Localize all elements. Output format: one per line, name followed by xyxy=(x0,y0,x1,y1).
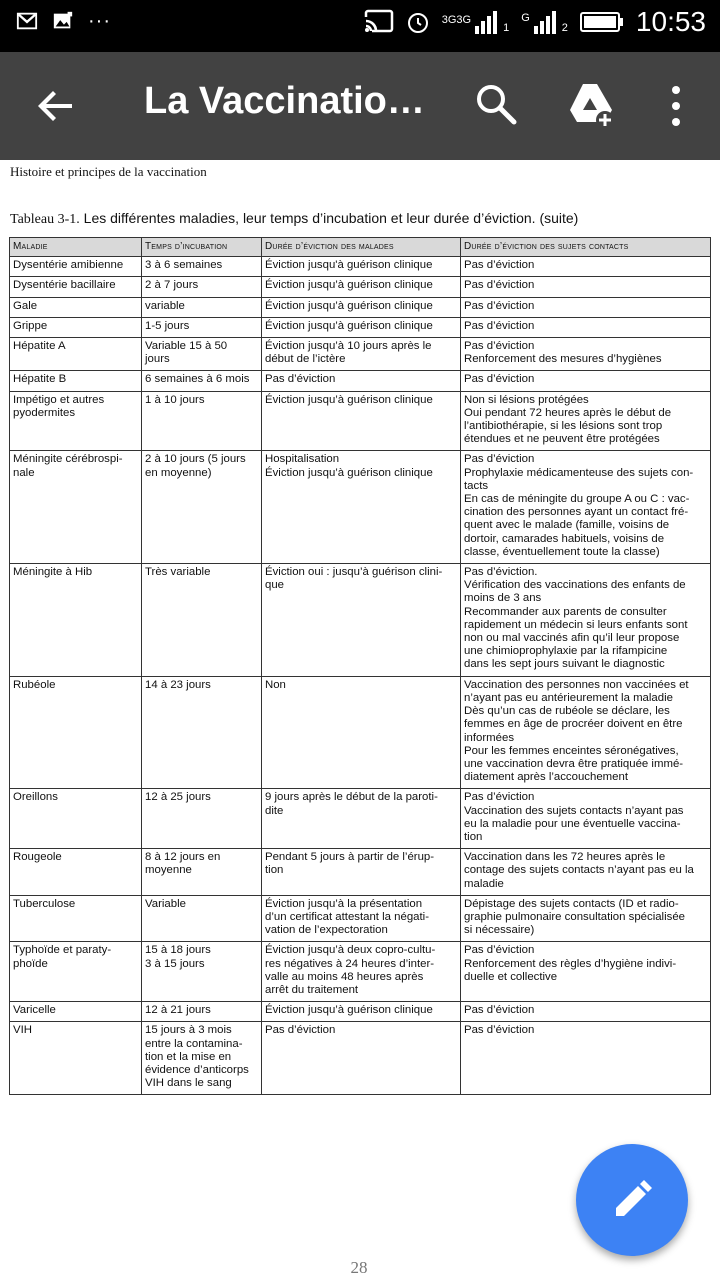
table-caption xyxy=(10,210,578,228)
table-caption-label: Tableau 3-1. xyxy=(10,212,80,227)
table-cell: Varicelle xyxy=(10,1002,142,1022)
table-cell: 1-5 jours xyxy=(142,317,262,337)
table-row xyxy=(10,942,711,1002)
table-header-row xyxy=(10,238,711,257)
table-cell: Vaccination dans les 72 heures après le contage des sujets contacts n’ayant pas eu la maladie xyxy=(461,849,711,896)
signal-group-1 xyxy=(442,10,510,34)
table-cell: Oreillons xyxy=(10,789,142,849)
table-cell: Variable xyxy=(142,895,262,942)
document-page[interactable] xyxy=(0,160,720,1280)
table-cell: Gale xyxy=(10,297,142,317)
table-cell: Non xyxy=(262,676,461,789)
table-row xyxy=(10,277,711,297)
table-cell: 15 jours à 3 mois entre la contamina- tion et la mise en évidence d’anticorps VIH dans le sang xyxy=(142,1022,262,1095)
table-row xyxy=(10,849,711,896)
sim2-label: 2 xyxy=(561,22,568,34)
table-cell: Éviction jusqu’à guérison clinique xyxy=(262,391,461,451)
table-cell: Pendant 5 jours à partir de l’érup- tion xyxy=(262,849,461,896)
page-number: 28 xyxy=(350,1258,368,1277)
table-cell: Méningite à Hib xyxy=(10,564,142,677)
table-row xyxy=(10,297,711,317)
network-g-label: G xyxy=(521,12,530,24)
table-cell: Pas d’éviction xyxy=(461,1002,711,1022)
table-row xyxy=(10,257,711,277)
table-cell: 1 à 10 jours xyxy=(142,391,262,451)
table-cell: 2 à 10 jours (5 jours en moyenne) xyxy=(142,451,262,564)
table-cell: Grippe xyxy=(10,317,142,337)
table-row xyxy=(10,895,711,942)
running-header: Histoire et principes de la vaccination xyxy=(10,164,207,179)
table-cell: Rubéole xyxy=(10,676,142,789)
status-bar xyxy=(0,0,720,52)
table-cell: 12 à 25 jours xyxy=(142,789,262,849)
table-cell: Pas d’éviction xyxy=(461,257,711,277)
table-cell: Pas d’éviction xyxy=(461,371,711,391)
column-header: Temps d’incubation xyxy=(142,238,262,257)
battery-icon xyxy=(580,11,624,33)
table-cell: 9 jours après le début de la paroti- dite xyxy=(262,789,461,849)
table-cell: Non si lésions protégées Oui pendant 72 heures après le début de l’antibiothérapie, si les lésions sont trop étendues et ne peuvent être protégées xyxy=(461,391,711,451)
more-vert-icon[interactable] xyxy=(662,82,690,130)
table-cell: Éviction jusqu’à guérison clinique xyxy=(262,277,461,297)
table-cell: Hépatite A xyxy=(10,338,142,371)
table-cell: Tuberculose xyxy=(10,895,142,942)
table-cell: Très variable xyxy=(142,564,262,677)
table-cell: Impétigo et autres pyodermites xyxy=(10,391,142,451)
network-label-2: 3G xyxy=(456,14,472,26)
table-row xyxy=(10,451,711,564)
signal-icon xyxy=(473,10,501,34)
table-cell: 3 à 6 semaines xyxy=(142,257,262,277)
sim1-label: 1 xyxy=(503,22,510,34)
table-row xyxy=(10,317,711,337)
table-cell: Éviction oui : jusqu’à guérison clini- que xyxy=(262,564,461,677)
table-cell: Pas d’éviction xyxy=(461,317,711,337)
column-header: Durée d’éviction des sujets contacts xyxy=(461,238,711,257)
table-cell: Hépatite B xyxy=(10,371,142,391)
table-cell: Pas d’éviction Renforcement des mesures d’hygiènes xyxy=(461,338,711,371)
table-cell: Éviction jusqu'à guérison clinique xyxy=(262,257,461,277)
column-header: Durée d’éviction des malades xyxy=(262,238,461,257)
table-cell: Pas d’éviction Prophylaxie médicamenteuse des sujets con- tacts En cas de méningite du groupe A ou C : vac- cination des personnes ayant un contact fré- quent avec le malade (famille, voisins de dortoir, camarades habituels, voisins de classe, éventuellement toute la classe) xyxy=(461,451,711,564)
table-caption-text: Les différentes maladies, leur temps d’incubation et leur durée d’éviction. (suite) xyxy=(79,210,579,226)
table-cell: VIH xyxy=(10,1022,142,1095)
table-row xyxy=(10,338,711,371)
table-row xyxy=(10,371,711,391)
table-body xyxy=(10,257,711,1095)
cast-icon xyxy=(364,9,394,35)
gmail-icon xyxy=(16,10,38,32)
signal-group-2 xyxy=(521,10,568,34)
table-row xyxy=(10,1022,711,1095)
table-cell: 6 semaines à 6 mois xyxy=(142,371,262,391)
table-cell: Éviction jusqu’à 10 jours après le début de l’ictère xyxy=(262,338,461,371)
image-icon xyxy=(52,10,74,32)
table-cell: Variable 15 à 50 jours xyxy=(142,338,262,371)
table-cell: Pas d’éviction Vaccination des sujets contacts n’ayant pas eu la maladie pour une éventuelle vaccina- tion xyxy=(461,789,711,849)
table-cell: Dépistage des sujets contacts (ID et radio- graphie pulmonaire consultation spécialisée si nécessaire) xyxy=(461,895,711,942)
table-cell: Dysentérie bacillaire xyxy=(10,277,142,297)
table-cell: Éviction jusqu’à guérison clinique xyxy=(262,317,461,337)
edit-button[interactable] xyxy=(576,1144,688,1256)
table-row xyxy=(10,564,711,677)
edit-pencil-icon xyxy=(610,1178,654,1222)
table-cell: Pas d’éviction xyxy=(461,277,711,297)
table-cell: 15 à 18 jours 3 à 15 jours xyxy=(142,942,262,1002)
more-notifications-icon: ··· xyxy=(88,10,111,32)
table-cell: 2 à 7 jours xyxy=(142,277,262,297)
clock-time: 10:53 xyxy=(635,6,706,37)
table-cell: Typhoïde et paraty- phoïde xyxy=(10,942,142,1002)
app-bar xyxy=(0,52,720,160)
document-title: La Vaccinatio… xyxy=(144,80,425,122)
table-cell: Pas d’éviction. Vérification des vaccinations des enfants de moins de 3 ans Recommander aux parents de consulter rapidement un médecin si leurs enfants sont non ou mal vaccinés afin qu’il leur propose une chimioprophylaxie par la rifampicine dans les sept jours suivant le diagnostic xyxy=(461,564,711,677)
table-cell: Éviction jusqu’à guérison clinique xyxy=(262,1002,461,1022)
table-cell: Rougeole xyxy=(10,849,142,896)
table-cell: Pas d’éviction Renforcement des règles d’hygiène indivi- duelle et collective xyxy=(461,942,711,1002)
add-to-drive-icon[interactable] xyxy=(566,80,616,130)
disease-table xyxy=(9,237,711,1095)
table-cell: Éviction jusqu’à la présentation d’un certificat attestant la négati- vation de l’expectoration xyxy=(262,895,461,942)
table-row xyxy=(10,676,711,789)
table-cell: Pas d’éviction xyxy=(461,297,711,317)
table-cell: Vaccination des personnes non vaccinées et n’ayant pas eu antérieurement la maladie Dès qu’un cas de rubéole se déclare, les femmes en âge de procréer doivent en être informées Pour les femmes enceintes séronégatives, une vaccination devra être pratiquée immé- diatement après l’accouchement xyxy=(461,676,711,789)
table-cell: Pas d’éviction xyxy=(262,371,461,391)
table-cell: Méningite cérébrospi- nale xyxy=(10,451,142,564)
table-cell: Pas d’éviction xyxy=(461,1022,711,1095)
table-cell: Éviction jusqu’à guérison clinique xyxy=(262,297,461,317)
search-icon[interactable] xyxy=(474,82,518,126)
alarm-icon xyxy=(406,10,430,34)
table-cell: Pas d’éviction xyxy=(262,1022,461,1095)
table-cell: Dysentérie amibienne xyxy=(10,257,142,277)
back-arrow-icon[interactable] xyxy=(32,82,80,130)
table-cell: Éviction jusqu’à deux copro-cultu- res négatives à 24 heures d’inter- valle au moins 48 heures après arrêt du traitement xyxy=(262,942,461,1002)
table-cell: 12 à 21 jours xyxy=(142,1002,262,1022)
table-cell: Hospitalisation Éviction jusqu’à guérison clinique xyxy=(262,451,461,564)
network-label-1: 3G xyxy=(441,14,457,26)
table-row xyxy=(10,1002,711,1022)
signal-icon-2 xyxy=(532,10,560,34)
column-header: Maladie xyxy=(10,238,142,257)
table-cell: variable xyxy=(142,297,262,317)
table-row xyxy=(10,789,711,849)
table-cell: 8 à 12 jours en moyenne xyxy=(142,849,262,896)
table-cell: 14 à 23 jours xyxy=(142,676,262,789)
table-row xyxy=(10,391,711,451)
